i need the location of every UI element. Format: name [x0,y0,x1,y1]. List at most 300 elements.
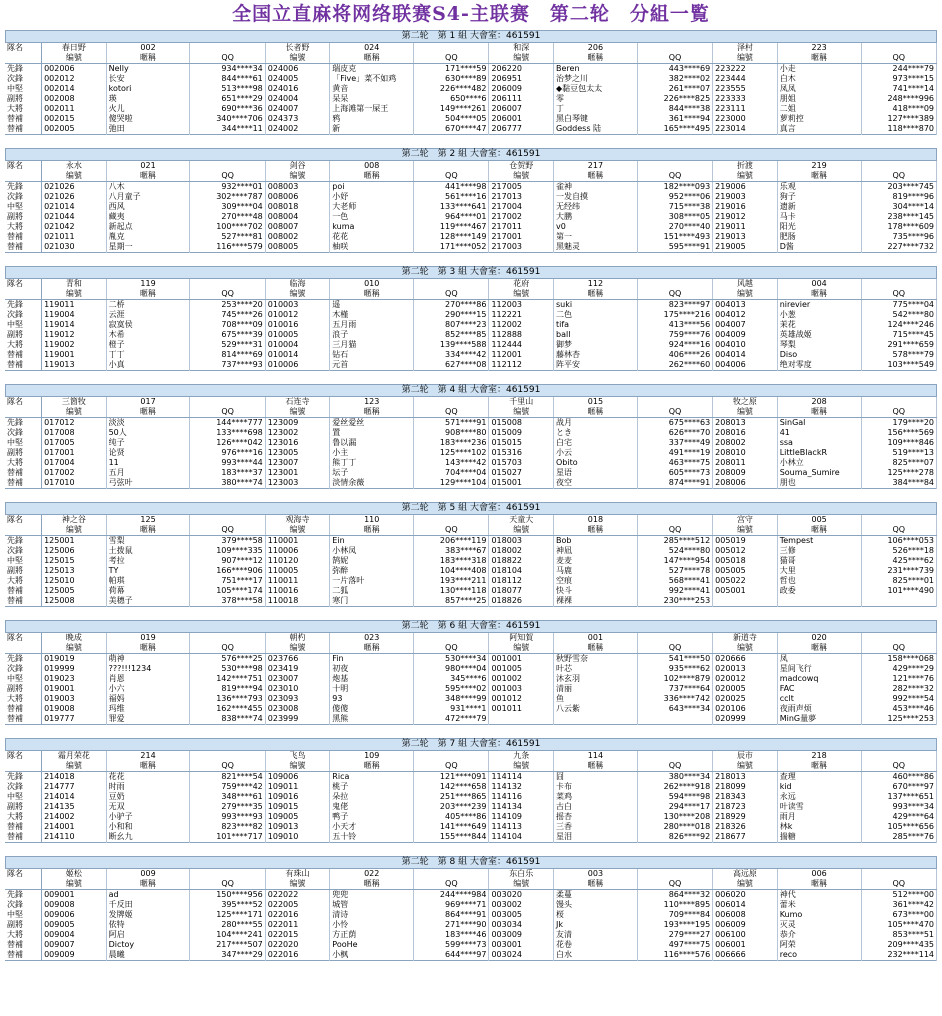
player-qq: 156****569 [861,428,936,438]
player-qq: 106****053 [861,536,936,547]
team-name: 春日野 [42,43,107,53]
column-header-row [5,643,937,654]
player-id: 003024 [489,950,554,961]
player-qq: 497****75 [637,940,712,950]
player-qq: 347****29 [190,950,265,961]
player-qq: 251****865 [414,792,489,802]
group-table [5,869,937,961]
player-id: 223333 [713,94,778,104]
player-nickname: Dictoy [106,940,190,950]
player-id: 017002 [42,468,107,478]
page-title: 全国立直麻将网络联赛S4-主联赛 第二轮 分組一覧 [232,3,710,25]
player-id: 208013 [713,418,778,429]
player-id: 008018 [265,202,330,212]
player-nickname: 鹄妮 [330,556,414,566]
position-header: 隊名 [5,161,42,171]
player-row [5,812,937,822]
player-qq: 175****216 [637,310,712,320]
player-id: 021026 [42,182,107,193]
position-label: 先鋒 [5,418,42,429]
player-nickname: 傻傻 [330,704,414,714]
player-qq: 279****27 [637,930,712,940]
nickname-column-header: 暱稱 [777,643,861,654]
player-id: 008007 [265,222,330,232]
player-nickname: 小六 [106,684,190,694]
position-label: 中堅 [5,674,42,684]
player-nickname: kotori [106,84,190,94]
spacer-cell [414,397,489,407]
player-qq: 935****62 [637,664,712,674]
player-qq: 209****435 [861,940,936,950]
player-id: 110011 [265,576,330,586]
player-qq: 650****6 [414,94,489,104]
player-qq: 932****01 [190,182,265,193]
player-row [5,222,937,232]
player-row [5,704,937,714]
player-id: 214001 [42,822,107,832]
position-label: 替補 [5,114,42,124]
column-header-row [5,525,937,536]
player-nickname: MinG量夢 [777,714,861,725]
player-id: 214018 [42,772,107,783]
blank-header [5,53,42,64]
player-nickname: 马卡 [777,212,861,222]
team-number: 005 [777,515,861,525]
nickname-column-header: 暱稱 [330,53,414,64]
spacer-cell [637,397,712,407]
player-row [5,310,937,320]
team-header-row [5,161,937,171]
group-heading: 第二轮 第 5 組 大會室：461591 [5,502,937,515]
player-id: 008006 [265,192,330,202]
team-name: 风越 [713,279,778,289]
player-qq: 103****549 [861,360,936,371]
player-id: 114109 [489,812,554,822]
player-id: 021026 [42,192,107,202]
player-qq: 348****99 [414,694,489,704]
player-nickname: 黄音 [330,84,414,94]
player-qq: 708****09 [190,320,265,330]
player-id: 019019 [42,654,107,665]
spacer-cell [637,751,712,761]
player-nickname: 淡情余薇 [330,478,414,489]
id-column-header: 编號 [489,643,554,654]
player-nickname: 清丽 [554,684,638,694]
player-nickname: 初夜 [330,664,414,674]
id-column-header: 编號 [265,525,330,536]
player-qq: 133****698 [190,428,265,438]
player-nickname: 桃子 [330,782,414,792]
player-nickname: nirevier [777,300,861,311]
nickname-column-header: 暱稱 [330,879,414,890]
player-qq: 109****335 [190,546,265,556]
player-qq: 864****91 [414,910,489,920]
team-number: 001 [554,633,638,643]
player-nickname: 方正荫 [330,930,414,940]
position-label: 副將 [5,330,42,340]
player-nickname: 朵拉 [330,792,414,802]
player-id: 022011 [265,920,330,930]
team-number: 009 [106,869,190,879]
player-id: 006020 [713,890,778,901]
qq-column-header: QQ [190,53,265,64]
player-id: 217005 [489,182,554,193]
position-label: 替補 [5,350,42,360]
player-row [5,478,937,489]
player-qq: 527****78 [637,566,712,576]
player-id: 019008 [42,704,107,714]
player-id: 010012 [265,310,330,320]
player-qq: 384****84 [861,478,936,489]
player-row [5,536,937,547]
player-qq: 380****34 [637,772,712,783]
team-name: 临海 [265,279,330,289]
player-nickname: 鬼佬 [330,802,414,812]
player-qq: 206****119 [414,536,489,547]
team-number: 119 [106,279,190,289]
position-label: 先鋒 [5,772,42,783]
player-qq: 595****91 [637,242,712,253]
player-qq: 425****62 [861,556,936,566]
team-number: 015 [554,397,638,407]
player-id: 123001 [265,468,330,478]
player-nickname: kuma [330,222,414,232]
qq-column-header: QQ [637,171,712,182]
spacer-cell [414,43,489,53]
player-id: 024006 [265,64,330,75]
player-id: 218013 [713,772,778,783]
group-spacer [0,135,942,148]
player-qq: 193****211 [414,576,489,586]
position-header: 隊名 [5,751,42,761]
team-number: 004 [777,279,861,289]
player-qq: 992****41 [637,586,712,596]
position-label: 次鋒 [5,782,42,792]
player-id: 109010 [265,832,330,843]
player-qq: 308****05 [637,212,712,222]
player-qq: 759****76 [637,330,712,340]
player-id: 015008 [489,418,554,429]
group-spacer [0,607,942,620]
player-nickname: 夜雨声烦 [777,704,861,714]
nickname-column-header: 暱稱 [106,53,190,64]
player-nickname: 凤凤 [777,84,861,94]
player-qq: 147****954 [637,556,712,566]
player-nickname: 93 [330,694,414,704]
player-qq: 118****870 [861,124,936,135]
player-row [5,300,937,311]
position-label: 大將 [5,340,42,350]
player-id: 009005 [42,920,107,930]
player-row [5,714,937,725]
player-qq: 737****64 [637,684,712,694]
player-qq: 150****956 [190,890,265,901]
spacer-cell [414,161,489,171]
player-qq: 599****73 [414,940,489,950]
player-row [5,84,937,94]
player-nickname: 小天才 [330,822,414,832]
player-qq: 101****717 [190,832,265,843]
player-row [5,772,937,783]
player-qq: 814****69 [190,350,265,360]
player-row [5,320,937,330]
player-nickname: 云涯 [106,310,190,320]
team-number: 024 [330,43,414,53]
player-id: 003001 [489,940,554,950]
player-id: 219003 [713,192,778,202]
id-column-header: 编號 [713,525,778,536]
player-qq: 418****09 [861,104,936,114]
player-nickname: 上海滩第一屎王 [330,104,414,114]
nickname-column-header: 暱稱 [330,289,414,300]
position-label: 次鋒 [5,74,42,84]
player-qq: 129****104 [414,478,489,489]
player-id: 009008 [42,900,107,910]
player-qq: 105****174 [190,586,265,596]
group-heading: 第二轮 第 6 組 大會室：461591 [5,620,937,633]
player-nickname: 时雨 [106,782,190,792]
player-id: 010014 [265,350,330,360]
player-qq: 248****996 [861,94,936,104]
id-column-header: 编號 [489,289,554,300]
player-qq: 460****86 [861,772,936,783]
player-id: 015316 [489,448,554,458]
position-label: 副將 [5,566,42,576]
blank-header [5,761,42,772]
player-nickname: 小枫 [330,950,414,961]
player-id: 015001 [489,478,554,489]
player-nickname: 萝莉控 [777,114,861,124]
position-header: 隊名 [5,279,42,289]
player-qq: 406****26 [637,350,712,360]
player-nickname: 瑛 [106,94,190,104]
player-id: 123005 [265,448,330,458]
nickname-column-header: 暱稱 [330,525,414,536]
player-nickname: 沐玄羽 [554,674,638,684]
player-id: 008004 [265,212,330,222]
player-id: 114134 [489,802,554,812]
team-header-row [5,869,937,879]
player-id: 005022 [713,576,778,586]
id-column-header: 编號 [265,53,330,64]
player-nickname: 弓弦叶 [106,478,190,489]
player-row [5,556,937,566]
spacer-cell [861,633,936,643]
player-row [5,586,937,596]
position-label: 中堅 [5,84,42,94]
qq-column-header: QQ [190,289,265,300]
player-qq: 165****495 [637,124,712,135]
player-nickname: 大里 [777,566,861,576]
player-id: 112003 [489,300,554,311]
player-qq: 270****86 [414,300,489,311]
player-nickname: Jk [554,920,638,930]
blank-header [5,879,42,890]
player-qq: 244****984 [414,890,489,901]
team-header-row [5,751,937,761]
player-nickname [777,596,861,607]
nickname-column-header: 暱稱 [777,289,861,300]
spacer-cell [190,869,265,879]
player-id: 017012 [42,418,107,429]
position-label: 先鋒 [5,654,42,665]
qq-column-header: QQ [414,53,489,64]
player-nickname: 英雄战姬 [777,330,861,340]
player-row [5,694,937,704]
player-qq: 907****12 [190,556,265,566]
player-nickname: 丁 [554,104,638,114]
player-nickname: 大老师 [330,202,414,212]
player-id: 123009 [265,418,330,429]
spacer-cell [190,161,265,171]
groups-container [0,30,942,961]
spacer-cell [861,515,936,525]
player-id: 223014 [713,124,778,135]
player-id: 219013 [713,232,778,242]
team-name: 新道寺 [713,633,778,643]
player-nickname: 鸦 [330,114,414,124]
player-qq: 852****85 [414,330,489,340]
player-id: 003034 [489,920,554,930]
player-qq: 993****34 [861,802,936,812]
qq-column-header: QQ [861,171,936,182]
position-label: 次鋒 [5,310,42,320]
player-nickname: 一色 [330,212,414,222]
player-id: 109011 [265,782,330,792]
player-nickname: 马鹿 [554,566,638,576]
player-nickname: 柚咲 [330,242,414,253]
nickname-column-header: 暱稱 [106,761,190,772]
player-id: 008002 [265,232,330,242]
player-id: 223222 [713,64,778,75]
team-name: 牧之原 [713,397,778,407]
position-label: 替補 [5,822,42,832]
team-number: 019 [106,633,190,643]
player-qq: 125****171 [190,910,265,920]
player-id: 206220 [489,64,554,75]
player-row [5,458,937,468]
spacer-cell [861,869,936,879]
player-id: 010006 [265,360,330,371]
player-id: 004012 [713,310,778,320]
player-qq: 232****114 [861,950,936,961]
player-nickname: 菜鸡 [554,792,638,802]
player-nickname: 鸭子 [330,812,414,822]
player-qq: 100****702 [190,222,265,232]
position-label: 中堅 [5,202,42,212]
player-nickname: 五十铃 [330,832,414,843]
player-qq: 735****96 [861,232,936,242]
player-qq: 285****512 [637,536,712,547]
player-qq: 512****00 [861,890,936,901]
player-qq: 651****29 [190,94,265,104]
player-id: 015027 [489,468,554,478]
player-id: 109006 [265,772,330,783]
spacer-cell [190,397,265,407]
nickname-column-header: 暱稱 [554,171,638,182]
player-nickname: 林k [777,822,861,832]
player-nickname: 萌神 [106,654,190,665]
player-nickname: 木希 [106,330,190,340]
player-qq: 262****918 [637,782,712,792]
player-qq: 125****102 [414,448,489,458]
player-id: 214135 [42,802,107,812]
player-nickname: 小主 [330,448,414,458]
player-id: 119014 [42,320,107,330]
player-qq: 504****05 [414,114,489,124]
player-qq: 125****278 [861,468,936,478]
player-row [5,654,937,665]
player-id: 021030 [42,242,107,253]
player-id: 020012 [713,674,778,684]
player-id: 109005 [265,812,330,822]
player-qq: 158****068 [861,654,936,665]
player-id: 023766 [265,654,330,665]
player-id: 009009 [42,950,107,961]
position-label: 次鋒 [5,546,42,556]
player-qq: 104****241 [190,930,265,940]
player-nickname: ssa [777,438,861,448]
player-id: 223444 [713,74,778,84]
player-nickname: Nelly [106,64,190,75]
team-name: 泽村 [713,43,778,53]
player-id: 017001 [42,448,107,458]
id-column-header: 编號 [42,525,107,536]
player-qq: 128****149 [414,232,489,242]
player-id: 114104 [489,832,554,843]
player-id: 109016 [265,792,330,802]
player-qq: 171****59 [414,64,489,75]
player-id: 218326 [713,822,778,832]
player-qq [861,596,936,607]
player-id: 110001 [265,536,330,547]
player-id: 206951 [489,74,554,84]
player-id: 214777 [42,782,107,792]
id-column-header: 编號 [42,171,107,182]
player-id: 214002 [42,812,107,822]
player-id: 217003 [489,242,554,253]
player-nickname: 阳光 [777,222,861,232]
player-nickname: 豆奶 [106,792,190,802]
player-qq: 116****576 [637,950,712,961]
player-qq: 530****34 [414,654,489,665]
player-qq: 527****81 [190,232,265,242]
id-column-header: 编號 [489,53,554,64]
position-label: 替補 [5,232,42,242]
player-nickname: 三月猫 [330,340,414,350]
nickname-column-header: 暱稱 [777,171,861,182]
player-id: 023010 [265,684,330,694]
group-heading: 第二轮 第 8 組 大會室：461591 [5,856,937,869]
team-name: 晚成 [42,633,107,643]
team-number: 206 [554,43,638,53]
player-qq: 102****879 [637,674,712,684]
player-row [5,596,937,607]
column-header-row [5,171,937,182]
player-qq: 675****39 [190,330,265,340]
player-id: 020013 [713,664,778,674]
group-block [5,148,937,253]
player-nickname: 二狐 [330,586,414,596]
player-nickname: 黑熊 [330,714,414,725]
player-nickname: 西风 [106,202,190,212]
player-qq: 294****17 [637,802,712,812]
position-label: 先鋒 [5,536,42,547]
player-qq: 670****47 [414,124,489,135]
player-qq: 348****61 [190,792,265,802]
player-nickname: 淡淡 [106,418,190,429]
position-label: 替補 [5,950,42,961]
